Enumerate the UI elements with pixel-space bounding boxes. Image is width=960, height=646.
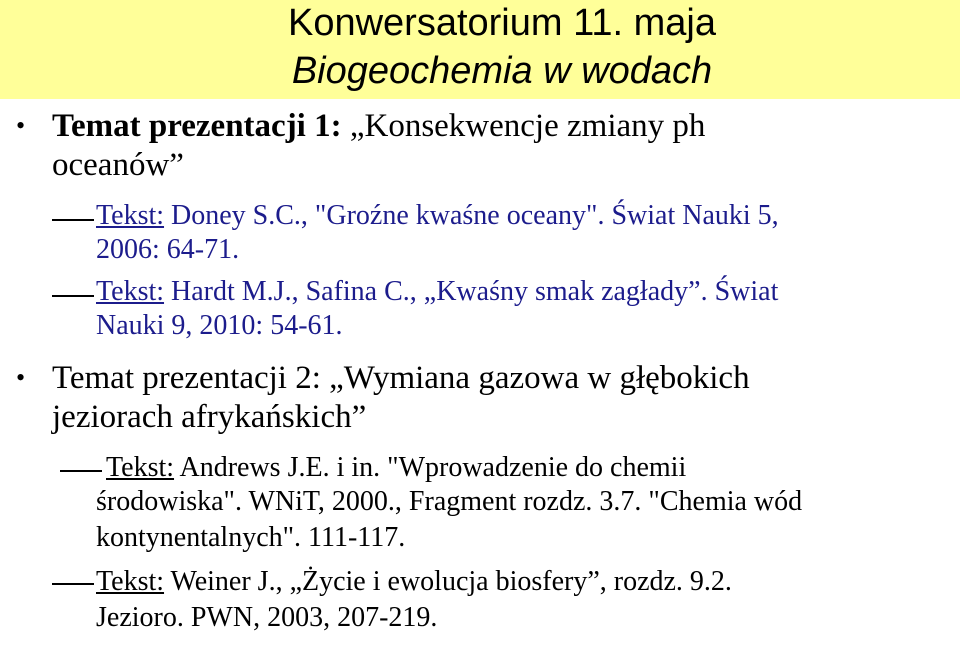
reference-3-label: Tekst: xyxy=(106,452,175,483)
topic-2-heading-line1 xyxy=(52,359,750,397)
reference-1-text: Doney S.C., "Groźne kwaśne oceany". Świat Nauki 5, xyxy=(164,200,779,231)
reference-2-dash xyxy=(52,295,94,297)
reference-1-line2: 2006: 64-71. xyxy=(96,234,240,265)
reference-2-line2: Nauki 9, 2010: 54-61. xyxy=(96,310,343,341)
topic-1-bullet: • xyxy=(16,111,26,140)
topic-2-bullet: • xyxy=(16,363,26,392)
topic-2-heading-line2: jeziorach afrykańskich” xyxy=(52,399,367,435)
reference-2-line1 xyxy=(96,275,778,309)
topic-1-heading-line2: oceanów” xyxy=(52,147,184,183)
reference-1-line1 xyxy=(96,199,779,233)
topic-1-heading-line1 xyxy=(52,107,705,145)
topic-2-heading-label: Temat prezentacji 2: xyxy=(52,360,321,396)
reference-4-text: Weiner J., „Życie i ewolucja biosfery”, rozdz. 9.2. xyxy=(164,566,732,597)
reference-4-label: Tekst: xyxy=(96,566,165,597)
topic-1-heading-label: Temat prezentacji 1: xyxy=(52,108,342,144)
reference-2-text: Hardt M.J., Safina C., „Kwaśny smak zagłady”. Świat xyxy=(164,276,779,307)
topic-2-heading-title: „Wymiana gazowa w głębokich xyxy=(320,360,750,396)
reference-3-line3: kontynentalnych". 111-117. xyxy=(96,522,406,553)
reference-3-line2: środowiska". WNiT, 2000., Fragment rozdz. 3.7. "Chemia wód xyxy=(96,486,803,517)
title-band xyxy=(0,0,960,99)
reference-3-dash xyxy=(60,470,102,472)
reference-1-label: Tekst: xyxy=(96,200,165,231)
reference-1-dash xyxy=(52,219,94,221)
reference-4-line1 xyxy=(96,565,732,599)
reference-3-line1 xyxy=(106,451,686,485)
topic-1-heading-title: „Konsekwencje zmiany ph xyxy=(341,108,706,144)
slide-title: Konwersatorium 11. maja xyxy=(287,2,717,44)
reference-4-dash xyxy=(52,583,94,585)
slide-subtitle: Biogeochemia w wodach xyxy=(291,50,713,92)
reference-4-line2: Jezioro. PWN, 2003, 207-219. xyxy=(96,602,438,633)
reference-2-label: Tekst: xyxy=(96,276,165,307)
reference-3-text: Andrews J.E. i in. "Wprowadzenie do chemii xyxy=(174,452,687,483)
